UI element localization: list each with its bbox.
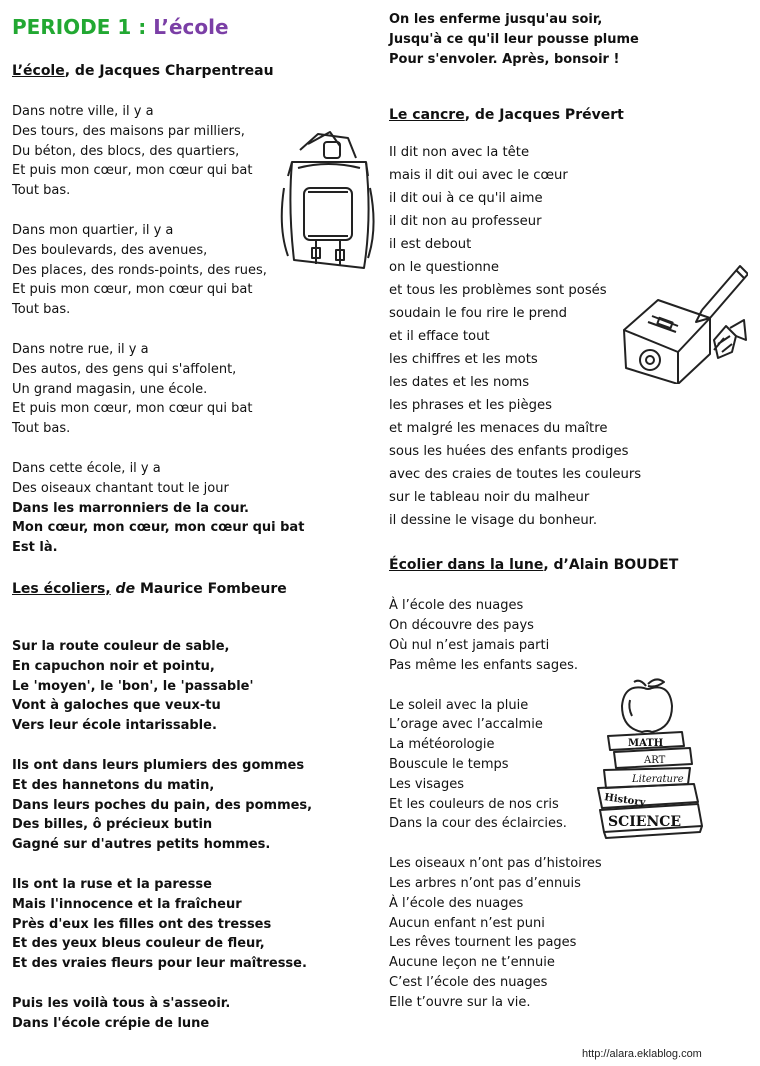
poem-line: Tout bas.	[12, 183, 71, 199]
poem-line: Les arbres n’ont pas d’ennuis	[389, 875, 581, 891]
poem-line: Tout bas.	[12, 421, 71, 437]
poem-line: Vers leur école intarissable.	[12, 718, 217, 734]
poem-line: Vont à galoches que veux-tu	[12, 698, 221, 714]
page-title-period: PERIODE 1 :	[12, 15, 154, 39]
poem-line: Et des hannetons du matin,	[12, 777, 215, 793]
poem4-title: Écolier dans la lune, d’Alain BOUDET	[389, 557, 679, 574]
poem-line: Du béton, des blocs, des quartiers,	[12, 143, 240, 159]
poem2-stanza-4	[12, 994, 382, 1034]
poem4-stanza-3	[389, 854, 749, 1012]
poem2-title: Les écoliers, de Maurice Fombeure	[12, 580, 287, 597]
poem-line: Les rêves tournent les pages	[389, 935, 577, 951]
poem1-title: L’école, de Jacques Charpentreau	[12, 63, 274, 79]
book-label-math: MATH	[628, 738, 664, 749]
poem-line: Et puis mon cœur, mon cœur qui bat	[12, 401, 253, 417]
poem2-stanza-1	[12, 637, 382, 736]
book-label-history: History	[603, 792, 646, 809]
poem-line: Pas même les enfants sages.	[389, 657, 579, 673]
poem-line: les dates et les noms	[389, 375, 530, 391]
book-label-literature: Literature	[632, 774, 684, 785]
poem-line: Dans les marronniers de la cour.	[12, 500, 249, 516]
poem-line: Dans l'école crépie de lune	[12, 1015, 210, 1031]
poem-line: Des billes, ô précieux butin	[12, 817, 213, 833]
poem-line: Ils ont dans leurs plumiers des gommes	[12, 757, 305, 773]
poem-line: En capuchon noir et pointu,	[12, 658, 215, 674]
poem2-continuation	[389, 10, 749, 69]
poem3-title: Le cancre, de Jacques Prévert	[389, 107, 624, 124]
poem-line: Les visages	[389, 776, 464, 792]
poem-line: Mon cœur, mon cœur, mon cœur qui bat	[12, 520, 305, 536]
book-label-art: ART	[644, 755, 666, 766]
poem-line: sous les huées des enfants prodiges	[389, 444, 629, 460]
poem-line: Les oiseaux n’ont pas d’histoires	[389, 856, 602, 872]
poem-line: Et des vraies fleurs pour leur maîtresse.	[12, 956, 307, 972]
poem1-stanza-3	[12, 340, 382, 439]
poem-line: Dans notre ville, il y a	[12, 104, 154, 119]
poem-line: La météorologie	[389, 737, 495, 753]
poem-line: mais il dit oui avec le cœur	[389, 168, 568, 184]
poem-line: Et les couleurs de nos cris	[389, 796, 559, 812]
poem-line: les chiffres et les mots	[389, 352, 538, 368]
poem-line: Elle t’ouvre sur la vie.	[389, 994, 531, 1010]
poem-line: il dit oui à ce qu'il aime	[389, 191, 543, 207]
poem-line: les phrases et les pièges	[389, 398, 552, 414]
poem-line: Il dit non avec la tête	[389, 145, 530, 161]
poem-line: On découvre des pays	[389, 618, 534, 634]
poem2-stanza-2	[12, 756, 382, 855]
poem-line: C’est l’école des nuages	[389, 974, 548, 990]
poem4-stanza-1	[389, 596, 749, 675]
poem2-body	[12, 637, 382, 1034]
book-label-science: SCIENCE	[608, 814, 682, 830]
poem-line: Mais l'innocence et la fraîcheur	[12, 896, 242, 912]
poem-line: À l’école des nuages	[389, 895, 524, 911]
poem-line: Puis les voilà tous à s'asseoir.	[12, 995, 231, 1011]
poem-line: Dans mon quartier, il y a	[12, 222, 174, 238]
poem-line: on le questionne	[389, 260, 500, 276]
right-column	[389, 0, 749, 1013]
poem-line: Jusqu'à ce qu'il leur pousse plume	[389, 31, 639, 47]
poem-line: Aucun enfant n’est puni	[389, 915, 545, 931]
poem-line: Le soleil avec la pluie	[389, 697, 529, 713]
poem-line: Des boulevards, des avenues,	[12, 242, 208, 258]
poem-line: Bouscule le temps	[389, 756, 509, 772]
poem-line: Des tours, des maisons par milliers,	[12, 123, 245, 139]
poem-line: Et puis mon cœur, mon cœur qui bat	[12, 282, 253, 298]
poem-line: Dans notre rue, il y a	[12, 341, 149, 357]
poem-line: et malgré les menaces du maître	[389, 421, 608, 437]
page-title	[12, 12, 382, 42]
poem2-stanza-3	[12, 875, 382, 974]
poem-line: il dessine le visage du bonheur.	[389, 513, 598, 529]
poem1-stanza-4	[12, 459, 382, 558]
poem-line: et tous les problèmes sont posés	[389, 283, 607, 299]
poem-line: Dans la cour des éclaircies.	[389, 816, 567, 832]
poem-line: Des oiseaux chantant tout le jour	[12, 480, 229, 496]
poem-line: Et des yeux bleus couleur de fleur,	[12, 936, 265, 952]
poem-line: il est debout	[389, 237, 472, 253]
poem-line: Est là.	[12, 540, 58, 556]
poem-line: L’orage avec l’accalmie	[389, 717, 543, 733]
backpack-illustration	[278, 128, 378, 276]
poem-line: Pour s'envoler. Après, bonsoir !	[389, 51, 620, 67]
poem-line: il dit non au professeur	[389, 214, 542, 230]
poem-line: Aucune leçon ne t’ennuie	[389, 955, 555, 971]
footer-url: http://alara.eklablog.com	[582, 1048, 702, 1060]
poem-line: soudain le fou rire le prend	[389, 306, 568, 322]
poem-line: et il efface tout	[389, 329, 490, 345]
books-apple-illustration	[594, 676, 704, 844]
poem-line: Un grand magasin, une école.	[12, 381, 208, 397]
poem-line: Le 'moyen', le 'bon', le 'passable'	[12, 678, 254, 694]
poem-line: Ils ont la ruse et la paresse	[12, 876, 212, 892]
poem-line: Tout bas.	[12, 302, 71, 318]
poem-line: Et puis mon cœur, mon cœur qui bat	[12, 163, 253, 179]
poem-line: Des places, des ronds-points, des rues,	[12, 262, 267, 278]
poem-line: Sur la route couleur de sable,	[12, 638, 230, 654]
poem-line: On les enferme jusqu'au soir,	[389, 12, 603, 27]
page-title-theme: L’école	[153, 15, 229, 39]
poem-line: À l’école des nuages	[389, 598, 524, 614]
poem-line: Près d'eux les filles ont des tresses	[12, 916, 272, 932]
poem-line: Dans cette école, il y a	[12, 460, 161, 476]
poem-line: Où nul n’est jamais parti	[389, 637, 550, 653]
poem-line: avec des craies de toutes les couleurs	[389, 467, 642, 483]
poem-line: Des autos, des gens qui s'affolent,	[12, 361, 237, 377]
pencil-sharpener-illustration	[618, 260, 748, 384]
poem-line: sur le tableau noir du malheur	[389, 490, 590, 506]
poem-line: Dans leurs poches du pain, des pommes,	[12, 797, 313, 813]
poem-line: Gagné sur d'autres petits hommes.	[12, 837, 271, 853]
